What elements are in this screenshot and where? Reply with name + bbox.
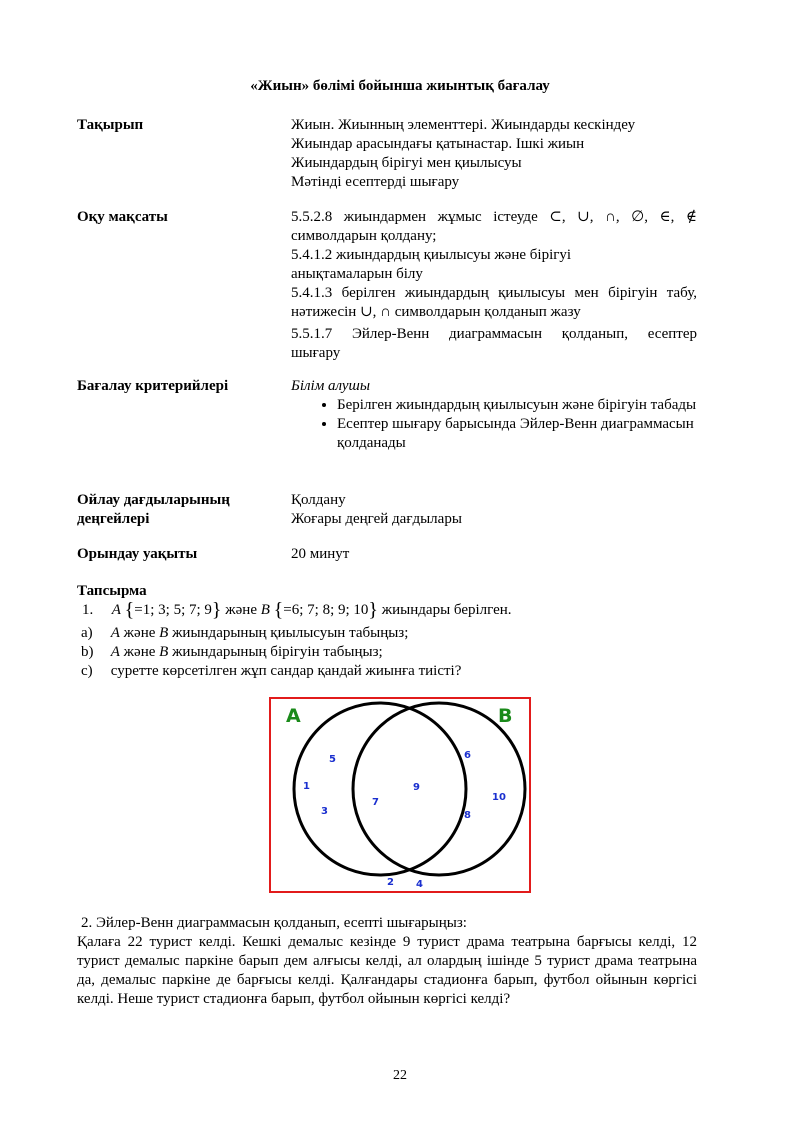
topic-line: Жиындардың бірігуі мен қиылысуы: [291, 155, 522, 171]
venn-label-b: B: [498, 705, 513, 727]
task-item-b: [81, 643, 721, 662]
thinking-label: [77, 491, 287, 529]
item-mark: a): [81, 625, 93, 641]
set-a-name: A: [110, 644, 120, 660]
problem-heading-text: Эйлер-Венн диаграммасын қолданып, есепті шығарыңыз:: [96, 915, 467, 931]
page-number: 22: [393, 1068, 407, 1083]
venn-number: 10: [492, 792, 506, 803]
venn-number: 9: [413, 782, 420, 793]
set-a-open-brace: {: [124, 599, 135, 621]
objective-line: 5.4.1.2 жиындардың қиылысуы және бірігуі: [291, 247, 572, 263]
question-number: 1.: [82, 602, 94, 618]
objectives-label: Оқу мақсаты: [77, 209, 168, 225]
set-a-name: A: [111, 602, 121, 618]
criteria-intro: Білім алушы: [291, 378, 371, 394]
set-b-close-brace: }: [368, 599, 379, 621]
topic-value: [291, 116, 697, 192]
venn-number: 1: [303, 781, 310, 792]
joiner: және: [123, 625, 156, 641]
criteria-list: [291, 396, 697, 453]
objective-line: анықтамаларын білу: [291, 266, 423, 282]
time-value: 20 минут: [291, 546, 350, 562]
venn-number: 2: [387, 877, 394, 888]
objective-line: 5.5.1.7 Эйлер-Венн диаграммасын қолданып, есептер: [291, 326, 697, 342]
item-mark: c): [81, 663, 93, 679]
objective-line: 5.5.2.8 жиындармен жұмыс істеуде ⊂, ∪, ∩, ∅, ∈, ∉: [291, 209, 697, 225]
objectives-value: [291, 208, 697, 363]
objective-line: нәтижесін ∪, ∩ символдарын қолданып жазу: [291, 304, 581, 320]
thinking-label-line: Ойлау дағдыларының: [77, 492, 230, 508]
problem-2: [77, 914, 697, 1009]
objective-line: шығару: [291, 345, 341, 361]
topic-line: Мәтінді есептерді шығару: [291, 174, 460, 190]
item-mark: b): [81, 644, 94, 660]
set-a-name: A: [110, 625, 120, 641]
thinking-value-line: Қолдану: [291, 492, 346, 508]
criteria-value: [291, 377, 697, 453]
venn-number: 5: [329, 754, 336, 765]
thinking-value: [291, 491, 697, 529]
question-tail: жиындары берілген.: [381, 602, 512, 618]
item-text: суретте көрсетілген жұп сандар қандай жиынға тиісті?: [110, 663, 462, 679]
task-item-c: [81, 662, 721, 681]
page-title: «Жиын» бөлімі бойынша жиынтық бағалау: [250, 78, 550, 94]
problem-2-heading: [77, 914, 697, 933]
problem-number: 2.: [81, 915, 93, 931]
topic-line: Жиын. Жиынның элементтері. Жиындарды кескіндеу: [291, 117, 636, 133]
set-b-name: B: [159, 625, 169, 641]
time-label: Орындау уақыты: [77, 546, 198, 562]
item-text: жиындарының бірігуін табыңыз;: [172, 644, 383, 660]
task-item-a: [81, 624, 721, 643]
objective-line: 5.4.1.3 берілген жиындардың қиылысуы мен бірігуін табу,: [291, 285, 697, 301]
objective-line: символдарын қолдану;: [291, 228, 437, 244]
venn-diagram: [269, 697, 531, 893]
venn-number: 4: [416, 879, 423, 890]
set-b-open-brace: {: [273, 599, 284, 621]
topic-line: Жиындар арасындағы қатынастар. Ішкі жиын: [291, 136, 585, 152]
criteria-item: • Есептер шығару барысында Эйлер-Венн диаграммасын қолданады: [337, 415, 697, 453]
venn-number: 3: [321, 806, 328, 817]
set-b-elements: =6; 7; 8; 9; 10: [283, 602, 369, 618]
thinking-label-line: деңгейлері: [77, 511, 150, 527]
item-text: жиындарының қиылысуын табыңыз;: [172, 625, 409, 641]
topic-label: Тақырып: [77, 117, 144, 133]
set-b-name: B: [260, 602, 270, 618]
venn-number: 6: [464, 750, 471, 761]
set-a-elements: =1; 3; 5; 7; 9: [134, 602, 212, 618]
task-question-1: [82, 601, 722, 620]
criteria-label: Бағалау критерийлері: [77, 378, 229, 394]
problem-2-text: Қалаға 22 турист келді. Кешкі демалыс кезінде 9 турист драма театрына барғысы келді, 12 турист демалыс паркіне барып дем алғысы келді, ал олардың ішінде 5 турист драма театрына да, демалыс паркіне де барғысы келді. Қалғандары стадионға барып, футбол ойынын көргісі келді. Неше турист стадионға барып, футбол ойынын көргісі келді?: [77, 934, 697, 1007]
criteria-item: • Берілген жиындардың қиылысуын және бірігуін табады: [337, 396, 697, 415]
set-a-close-brace: }: [211, 599, 222, 621]
joiner: және: [225, 602, 257, 618]
set-b-name: B: [159, 644, 169, 660]
joiner: және: [123, 644, 156, 660]
task-heading: Тапсырма: [77, 583, 147, 599]
thinking-value-line: Жоғары деңгей дағдылары: [291, 511, 462, 527]
venn-number: 7: [372, 797, 379, 808]
venn-label-a: A: [286, 705, 301, 727]
venn-frame: [270, 698, 530, 892]
venn-number: 8: [464, 810, 471, 821]
